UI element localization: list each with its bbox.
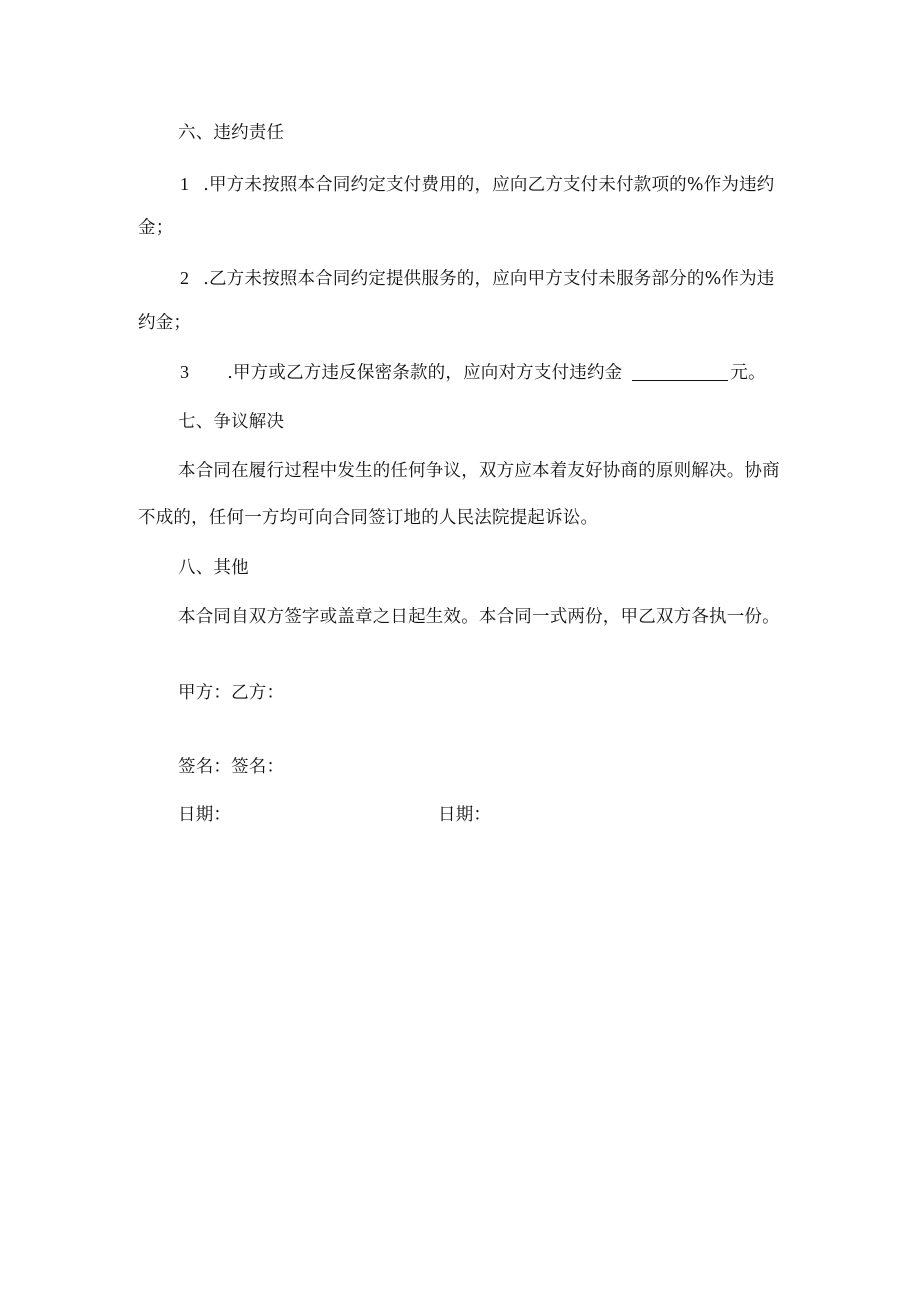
section-7-line-2: 不成的，任何一方均可向合同签订地的人民法院提起诉讼。 <box>138 508 599 528</box>
section-7-line-1: 本合同在履行过程中发生的任何争议，双方应本着友好协商的原则解决。协商 <box>178 461 780 481</box>
item-2-line-2: 约金； <box>138 313 192 333</box>
item-1-number: 1 <box>180 174 190 194</box>
item-3-line <box>180 360 766 385</box>
item-2-number: 2 <box>180 268 190 288</box>
section-7-heading: 七、争议解决 <box>178 412 285 432</box>
date-right-label: 日期： <box>438 805 492 825</box>
item-3-unit: 元。 <box>730 363 766 383</box>
item-2-line-1 <box>180 266 775 291</box>
penalty-amount-blank <box>632 364 728 381</box>
date-left-label: 日期： <box>178 805 232 825</box>
item-1-line-1 <box>180 172 775 197</box>
section-8-line-1: 本合同自双方签字或盖章之日起生效。本合同一式两份，甲乙双方各执一份。 <box>178 607 780 627</box>
item-2-text: .乙方未按照本合同约定提供服务的，应向甲方支付未服务部分的%作为违 <box>203 269 775 289</box>
item-1-text: .甲方未按照本合同约定支付费用的，应向乙方支付未付款项的%作为违约 <box>203 175 775 195</box>
signature-sign: 签名：签名： <box>178 757 285 777</box>
item-1-line-2: 金； <box>138 218 174 238</box>
section-6-heading: 六、违约责任 <box>178 123 285 143</box>
item-3-number: 3 <box>180 362 190 382</box>
item-3-text: .甲方或乙方违反保密条款的，应向对方支付违约金 <box>227 363 623 383</box>
section-8-heading: 八、其他 <box>178 558 249 578</box>
signature-parties: 甲方：乙方： <box>178 683 285 703</box>
